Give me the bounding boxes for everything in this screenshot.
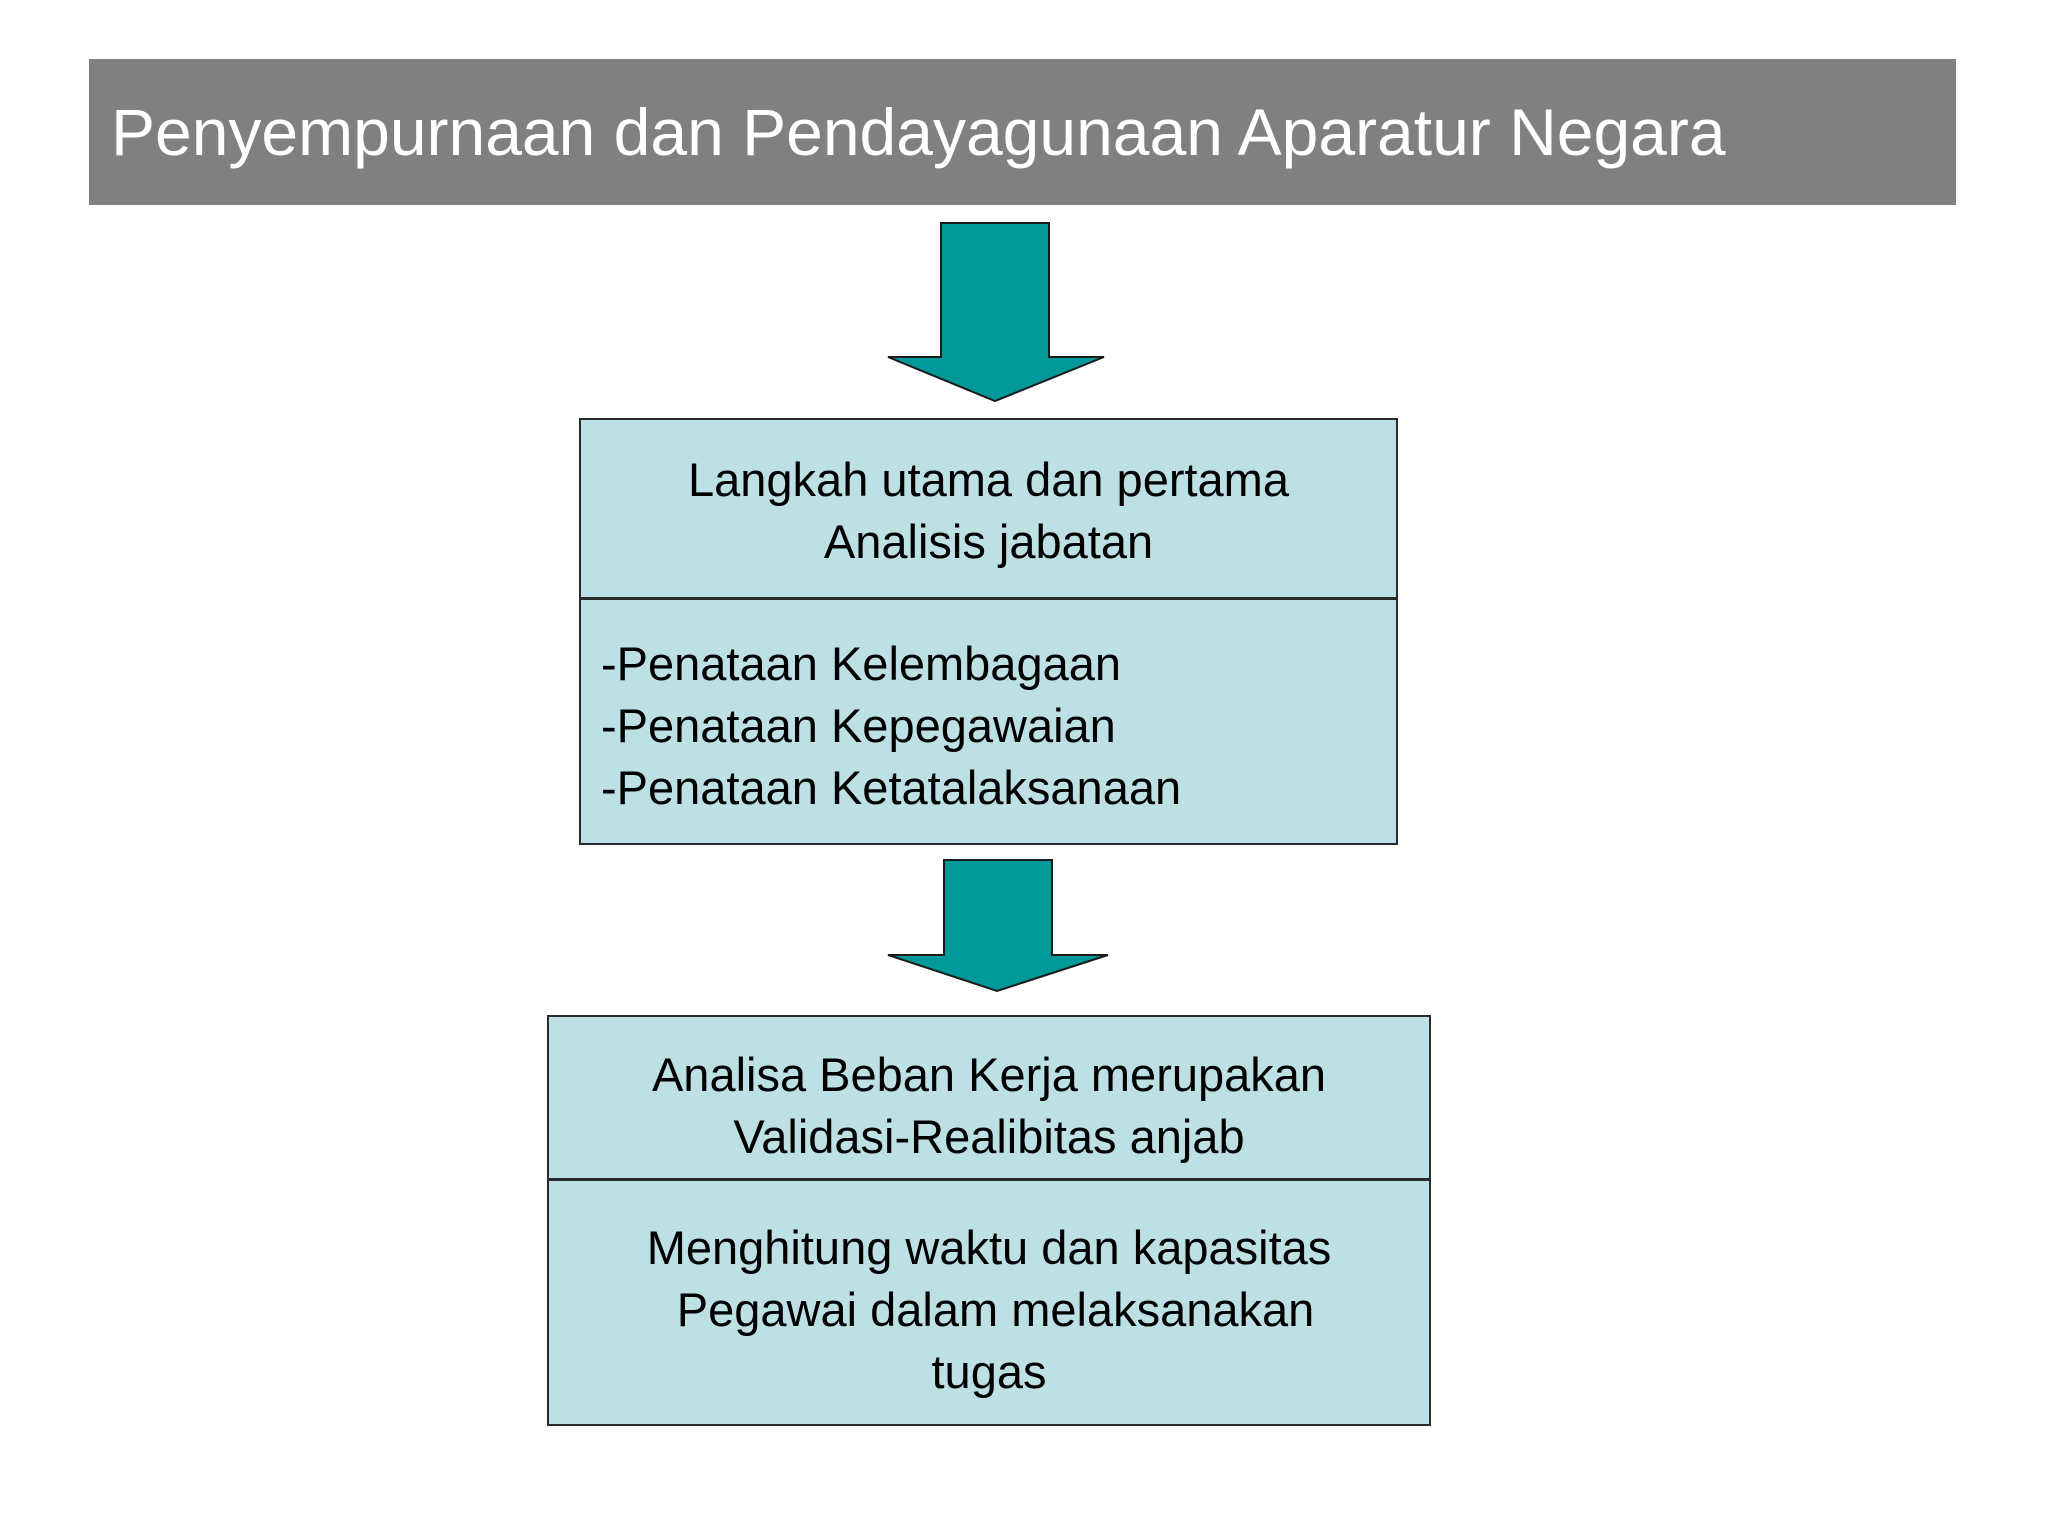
arrow-down-icon <box>885 221 1107 404</box>
step2-body-box <box>547 1179 1431 1426</box>
step2-header-box <box>547 1015 1431 1180</box>
step2-body-line: Pegawai dalam melaksanakan <box>663 1283 1315 1336</box>
step1-header-line: Langkah utama dan pertama <box>688 453 1289 506</box>
step1-list-item: -Penataan Kelembagaan <box>601 637 1122 690</box>
step2-body-line: tugas <box>931 1345 1047 1398</box>
step1-header-line: Analisis jabatan <box>823 515 1154 568</box>
step2-header-line: Analisa Beban Kerja merupakan <box>651 1048 1327 1101</box>
step1-list-item: -Penataan Kepegawaian <box>601 699 1116 752</box>
slide-title: Penyempurnaan dan Pendayagunaan Aparatur Negara <box>111 95 1726 169</box>
title-bar <box>89 59 1956 205</box>
step1-list-box <box>579 598 1398 845</box>
step1-list-item: -Penataan Ketatalaksanaan <box>601 761 1182 814</box>
step2-body-line: Menghitung waktu dan kapasitas <box>646 1221 1332 1274</box>
step2-header-line: Validasi-Realibitas anjab <box>733 1110 1245 1163</box>
step1-header-box <box>579 418 1398 599</box>
arrow-down-icon <box>885 858 1111 994</box>
